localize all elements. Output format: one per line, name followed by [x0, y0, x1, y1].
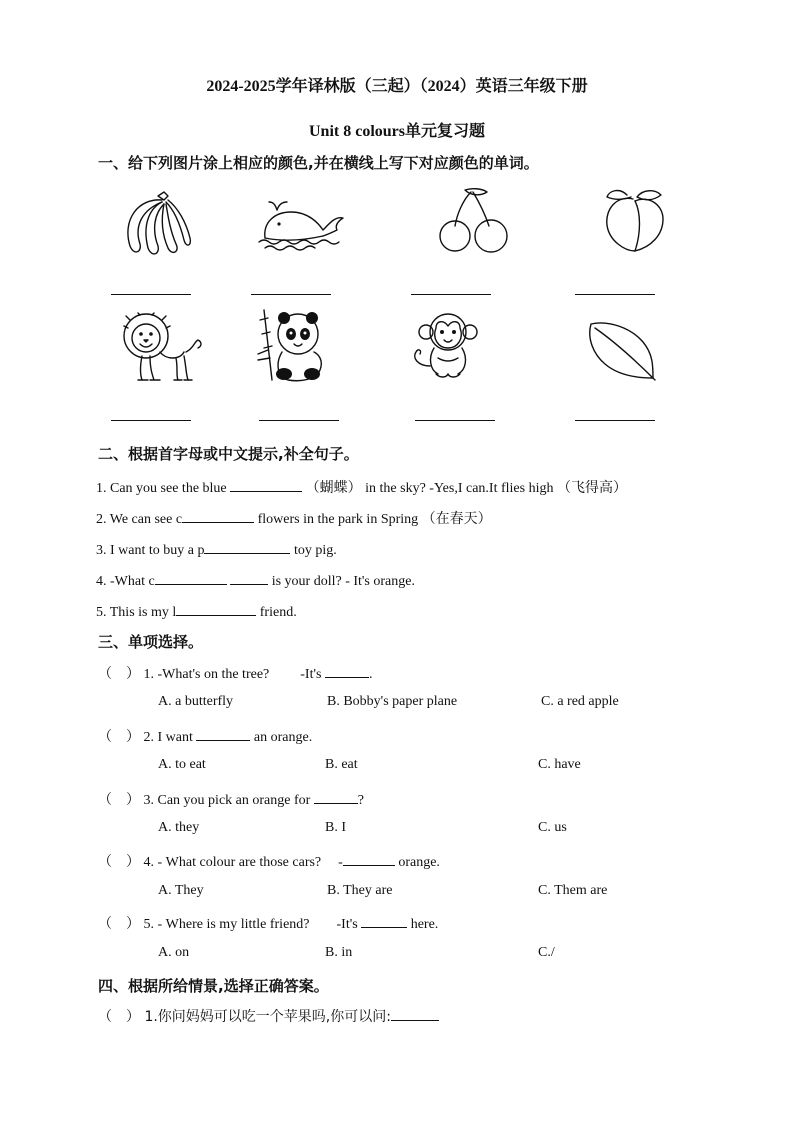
fill-sentence-3 [96, 539, 337, 559]
fill-sentence-4 [96, 570, 415, 590]
fill-sentence-5 [96, 601, 297, 621]
blank-field[interactable] [361, 913, 407, 928]
answer-parentheses[interactable]: （ ） [98, 917, 140, 932]
peach-icon [603, 185, 667, 260]
sentence-text: friend. [259, 605, 297, 620]
question-stem: . [368, 667, 373, 682]
option-b[interactable]: B. eat [325, 757, 358, 772]
blank-field[interactable] [230, 570, 268, 585]
blank-field[interactable] [230, 477, 302, 492]
section2-heading: 二、根据首字母或中文提示,补全句子。 [98, 445, 359, 463]
cherry-icon [435, 186, 511, 257]
worksheet-title: 2024-2025学年译林版（三起）（2024）英语三年级下册 [206, 78, 588, 95]
blank-field[interactable] [204, 539, 290, 554]
answer-line-1[interactable] [111, 294, 191, 295]
blank-field[interactable] [343, 851, 395, 866]
answer-line-7[interactable] [415, 420, 495, 421]
section3-heading: 三、单项选择。 [98, 633, 204, 651]
answer-parentheses[interactable]: （ ） [98, 1009, 140, 1025]
sentence-text: 3. I want to buy a p [96, 543, 205, 558]
question-stem: here. [410, 917, 439, 932]
sentence-text: 5. This is my l [96, 605, 177, 620]
question-stem: - [338, 855, 343, 870]
answer-parentheses[interactable]: （ ） [98, 667, 140, 682]
leaf-icon [585, 318, 657, 387]
answer-line-2[interactable] [251, 294, 331, 295]
question-stem: 2. I want [143, 730, 193, 745]
option-a[interactable]: A. on [158, 945, 190, 960]
blank-field[interactable] [314, 789, 358, 804]
sentence-text: 1. Can you see the blue [96, 481, 227, 496]
option-c[interactable]: C. a red apple [541, 694, 619, 709]
question-stem: -It's [336, 917, 358, 932]
mc-question-3 [98, 789, 364, 809]
question-stem: -It's [300, 667, 322, 682]
blank-field[interactable] [196, 726, 250, 741]
option-c[interactable]: C./ [538, 945, 555, 960]
blank-field[interactable] [155, 570, 227, 585]
sentence-text: is your doll? - It's orange. [271, 574, 415, 589]
option-a[interactable]: A. they [158, 820, 200, 835]
fill-sentence-2 [96, 508, 492, 528]
option-c[interactable]: C. have [538, 757, 581, 772]
question-stem: ? [357, 793, 365, 808]
worksheet-subtitle: Unit 8 colours单元复习题 [308, 123, 485, 140]
question-stem: orange. [398, 855, 440, 870]
section4-heading: 四、根据所给情景,选择正确答案。 [98, 977, 329, 995]
sentence-text: flowers in the park in Spring （在春天） [257, 512, 492, 527]
question-stem: 3. Can you pick an orange for [143, 793, 311, 808]
answer-line-4[interactable] [575, 294, 655, 295]
whale-icon [255, 200, 347, 257]
question-stem: 4. - What colour are those cars? [143, 855, 322, 870]
question-stem: 5. - Where is my little friend? [143, 917, 310, 932]
question-stem: an orange. [253, 730, 313, 745]
monkey-icon [410, 308, 486, 385]
mc-question-2 [98, 726, 312, 746]
blank-field[interactable] [391, 1006, 439, 1021]
answer-parentheses[interactable]: （ ） [98, 855, 140, 870]
answer-line-5[interactable] [111, 420, 191, 421]
lion-icon [120, 312, 204, 389]
sentence-text: 2. We can see c [96, 512, 183, 527]
mc-question-5 [98, 913, 438, 933]
sentence-text: 4. -What c [96, 574, 155, 589]
option-c[interactable]: C. us [538, 820, 567, 835]
option-c[interactable]: C. Them are [538, 883, 608, 898]
panda-icon [254, 308, 334, 389]
blank-field[interactable] [182, 508, 254, 523]
option-a[interactable]: A. They [158, 883, 204, 898]
mc-question-1 [98, 663, 372, 683]
answer-line-8[interactable] [575, 420, 655, 421]
option-b[interactable]: B. Bobby's paper plane [327, 694, 458, 709]
question-stem: 1. -What's on the tree? [143, 667, 270, 682]
mc-question-4 [98, 851, 440, 871]
fill-sentence-1 [96, 477, 627, 497]
answer-parentheses[interactable]: （ ） [98, 730, 140, 745]
question-stem: 1.你问妈妈可以吃一个苹果吗,你可以问: [144, 1009, 391, 1025]
section1-heading: 一、给下列图片涂上相应的颜色,并在横线上写下对应颜色的单词。 [98, 154, 539, 172]
answer-line-3[interactable] [411, 294, 491, 295]
banana-icon [118, 190, 192, 267]
answer-line-6[interactable] [259, 420, 339, 421]
option-b[interactable]: B. I [325, 820, 346, 835]
option-b[interactable]: B. They are [327, 883, 393, 898]
answer-parentheses[interactable]: （ ） [98, 793, 140, 808]
option-a[interactable]: A. a butterfly [158, 694, 234, 709]
sentence-text: （蝴蝶） in the sky? -Yes,I can.It flies high （飞得高） [305, 481, 627, 496]
sentence-text: toy pig. [293, 543, 337, 558]
blank-field[interactable] [176, 601, 256, 616]
option-a[interactable]: A. to eat [158, 757, 206, 772]
option-b[interactable]: B. in [325, 945, 353, 960]
blank-field[interactable] [325, 663, 369, 678]
situation-question-1 [98, 1006, 439, 1026]
